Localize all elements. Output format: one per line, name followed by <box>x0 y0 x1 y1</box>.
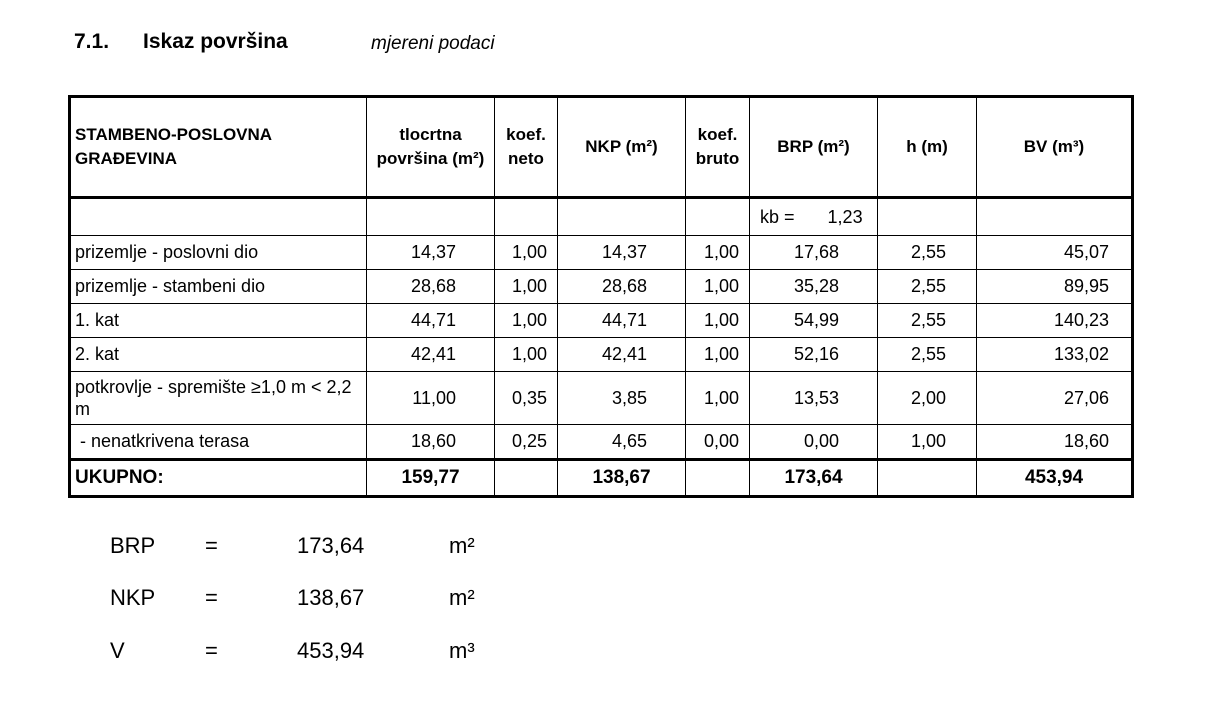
row-name: 2. kat <box>70 338 367 372</box>
row-kn: 1,00 <box>495 270 558 304</box>
section-subtitle: mjereni podaci <box>371 33 495 54</box>
header-floor-area: tlocrtna površina (m²) <box>367 97 495 198</box>
summary-brp <box>0 533 600 563</box>
summary-equals: = <box>205 585 218 610</box>
table-row <box>70 236 1133 270</box>
row-brp: 35,28 <box>750 270 878 304</box>
row-name: 1. kat <box>70 304 367 338</box>
row-kb: 1,00 <box>686 270 750 304</box>
row-kb: 1,00 <box>686 338 750 372</box>
summary-value: 138,67 <box>297 585 365 610</box>
row-nkp: 44,71 <box>558 304 686 338</box>
section-number: 7.1. <box>74 30 110 53</box>
row-bv: 27,06 <box>977 372 1133 425</box>
row-nkp: 4,65 <box>558 425 686 460</box>
kb-value: 1,23 <box>827 206 863 227</box>
row-area: 11,00 <box>367 372 495 425</box>
header-coef-gross: koef. bruto <box>686 97 750 198</box>
row-nkp: 3,85 <box>558 372 686 425</box>
header-coef-net: koef. neto <box>495 97 558 198</box>
table-row <box>70 270 1133 304</box>
row-area: 42,41 <box>367 338 495 372</box>
summary-unit: m² <box>449 533 475 558</box>
header-nkp: NKP (m²) <box>558 97 686 198</box>
total-bv: 453,94 <box>977 460 1133 497</box>
row-brp: 0,00 <box>750 425 878 460</box>
row-bv: 89,95 <box>977 270 1133 304</box>
row-kn: 1,00 <box>495 304 558 338</box>
summary-value: 453,94 <box>297 638 365 663</box>
row-nkp: 28,68 <box>558 270 686 304</box>
row-h: 2,55 <box>878 236 977 270</box>
table-row <box>70 372 1133 425</box>
header-h: h (m) <box>878 97 977 198</box>
kb-row <box>70 198 1133 236</box>
row-kn: 1,00 <box>495 338 558 372</box>
area-table <box>68 95 1134 498</box>
row-brp: 54,99 <box>750 304 878 338</box>
summary-equals: = <box>205 638 218 663</box>
row-kb: 1,00 <box>686 372 750 425</box>
table-row <box>70 304 1133 338</box>
row-brp: 13,53 <box>750 372 878 425</box>
row-area: 18,60 <box>367 425 495 460</box>
header-bv: BV (m³) <box>977 97 1133 198</box>
summary-volume <box>0 638 600 668</box>
summary-unit: m³ <box>449 638 475 663</box>
summary-equals: = <box>205 533 218 558</box>
summary-label: V <box>110 638 125 663</box>
row-area: 44,71 <box>367 304 495 338</box>
table-header-row <box>70 97 1133 198</box>
row-nkp: 42,41 <box>558 338 686 372</box>
row-h: 2,55 <box>878 304 977 338</box>
total-label: UKUPNO: <box>70 460 367 497</box>
total-brp: 173,64 <box>750 460 878 497</box>
row-bv: 133,02 <box>977 338 1133 372</box>
total-area: 159,77 <box>367 460 495 497</box>
row-bv: 18,60 <box>977 425 1133 460</box>
total-nkp: 138,67 <box>558 460 686 497</box>
row-name: - nenatkrivena terasa <box>70 425 367 460</box>
kb-label: kb = <box>760 206 795 227</box>
header-brp: BRP (m²) <box>750 97 878 198</box>
summary-nkp <box>0 585 600 615</box>
row-bv: 45,07 <box>977 236 1133 270</box>
row-area: 28,68 <box>367 270 495 304</box>
section-title: Iskaz površina <box>143 30 288 53</box>
row-brp: 52,16 <box>750 338 878 372</box>
kb-cell <box>750 198 878 236</box>
row-kn: 1,00 <box>495 236 558 270</box>
row-name: prizemlje - poslovni dio <box>70 236 367 270</box>
row-h: 2,00 <box>878 372 977 425</box>
summary-unit: m² <box>449 585 475 610</box>
row-brp: 17,68 <box>750 236 878 270</box>
row-nkp: 14,37 <box>558 236 686 270</box>
row-kb: 1,00 <box>686 236 750 270</box>
row-kn: 0,35 <box>495 372 558 425</box>
row-h: 2,55 <box>878 338 977 372</box>
summary-value: 173,64 <box>297 533 365 558</box>
row-kb: 1,00 <box>686 304 750 338</box>
row-kb: 0,00 <box>686 425 750 460</box>
row-name: prizemlje - stambeni dio <box>70 270 367 304</box>
row-area: 14,37 <box>367 236 495 270</box>
table-row <box>70 425 1133 460</box>
summary-label: BRP <box>110 533 156 558</box>
row-h: 1,00 <box>878 425 977 460</box>
summary-label: NKP <box>110 585 156 610</box>
table-row <box>70 338 1133 372</box>
header-building: STAMBENO-POSLOVNA GRAĐEVINA <box>70 97 367 198</box>
row-h: 2,55 <box>878 270 977 304</box>
row-name: potkrovlje - spremište ≥1,0 m < 2,2 m <box>70 372 367 425</box>
row-bv: 140,23 <box>977 304 1133 338</box>
row-kn: 0,25 <box>495 425 558 460</box>
total-row <box>70 460 1133 497</box>
